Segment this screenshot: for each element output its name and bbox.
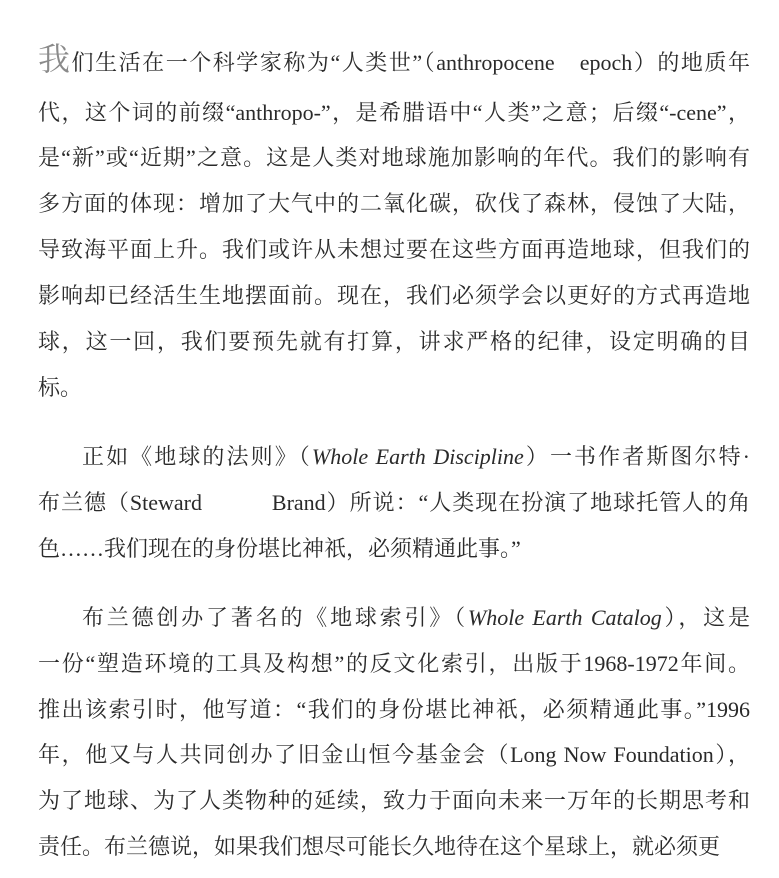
- text-segment: 为了地球、为了人类物种的延续，致力于面向未来一万年的长期思考和: [38, 788, 750, 813]
- text-line: [38, 649, 750, 679]
- text-segment: 导致海平面上升。我们或许从未想过要在这些方面再造地球，但我们的: [38, 237, 750, 262]
- text-segment: 标。: [38, 375, 83, 400]
- text-segment: 责任。布兰德说，如果我们想尽可能长久地待在这个星球上，就必须更: [38, 834, 721, 859]
- text-line: [38, 98, 750, 128]
- text-segment: 布兰德（Steward Brand）所说：“人类现在扮演了地球托管人的角: [38, 490, 750, 515]
- text-segment: 年，他又与人共同创办了旧金山恒今基金会（Long Now Foundation），: [38, 742, 750, 767]
- text-line: [38, 281, 750, 311]
- text-segment: 正如《地球的法则》（: [82, 444, 312, 469]
- text-segment: 一份“塑造环境的工具及构想”的反文化索引，出版于1968-1972年间。: [38, 651, 750, 676]
- text-line: [38, 189, 750, 219]
- text-line: [38, 534, 750, 564]
- text-line: [38, 143, 750, 173]
- text-line: [38, 373, 750, 403]
- text-line: [38, 786, 750, 816]
- italic-title: Whole Earth Discipline: [311, 444, 524, 469]
- text-segment: ），这是: [661, 605, 750, 630]
- text-line: [38, 235, 750, 265]
- text-segment: 多方面的体现：增加了大气中的二氧化碳，砍伐了森林，侵蚀了大陆，: [38, 191, 750, 216]
- text-line: [38, 832, 750, 862]
- text-line: [38, 442, 750, 472]
- text-segment: 是“新”或“近期”之意。这是人类对地球施加影响的年代。我们的影响有: [38, 145, 750, 170]
- text-segment: 们生活在一个科学家称为“人类世”（anthropocene epoch）的地质年: [71, 50, 750, 75]
- text-line: [38, 740, 750, 770]
- text-segment: 球，这一回，我们要预先就有打算，讲求严格的纪律，设定明确的目: [38, 329, 750, 354]
- text-segment: 布兰德创办了著名的《地球索引》（: [82, 605, 468, 630]
- text-line: [38, 488, 750, 518]
- text-segment: 影响却已经活生生地摆面前。现在，我们必须学会以更好的方式再造地: [38, 283, 750, 308]
- text-segment: 推出该索引时，他写道：“我们的身份堪比神祇，必须精通此事。”1996: [38, 697, 750, 722]
- text-line: [38, 327, 750, 357]
- text-segment: ）一书作者斯图尔特·: [523, 444, 750, 469]
- text-segment: 代，这个词的前缀“anthropo-”，是希腊语中“人类”之意；后缀“-cene”，: [38, 100, 750, 125]
- text-line: [38, 603, 750, 633]
- drop-cap: 我: [38, 41, 72, 77]
- text-segment: 色……我们现在的身份堪比神祇，必须精通此事。”: [38, 536, 521, 561]
- italic-title: Whole Earth Catalog: [467, 605, 662, 630]
- text-line: [38, 41, 750, 77]
- text-line: [38, 695, 750, 725]
